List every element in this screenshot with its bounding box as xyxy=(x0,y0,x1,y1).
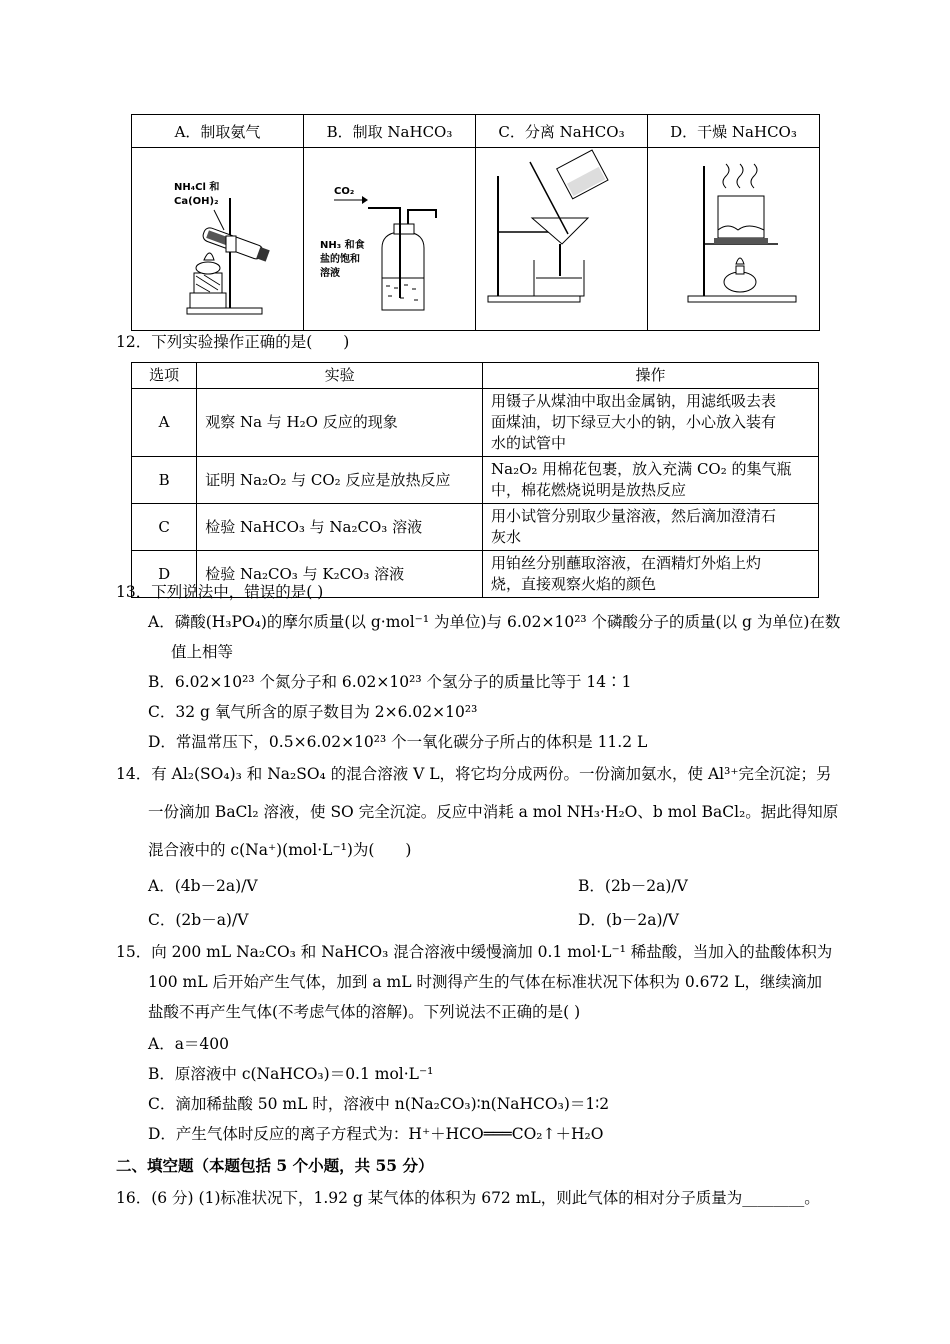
ops-header-option: 选项 xyxy=(132,363,197,389)
apparatus-header-a: A．制取氨气 xyxy=(132,115,304,148)
row-option: B xyxy=(132,457,197,504)
ammonia-apparatus-figure xyxy=(132,148,303,326)
row-option: D xyxy=(132,551,197,598)
row-option: A xyxy=(132,389,197,457)
gas-label: CO₂ xyxy=(334,186,355,197)
apparatus-header-b: B．制取 NaHCO₃ xyxy=(304,115,476,148)
q15-line-3: 盐酸不再产生气体(不考虑气体的溶解)。下列说法不正确的是( ) xyxy=(148,1003,581,1021)
apparatus-cell-a xyxy=(132,148,304,331)
q13-option-d: D．常温常压下，0.5×6.02×10²³ 个一氧化碳分子所占的体积是 11.2 L xyxy=(148,733,648,751)
ops-header-experiment: 实验 xyxy=(197,363,483,389)
q14-line-1: 14．有 Al₂(SO₄)₃ 和 Na₂SO₄ 的混合溶液 V L，将它均分成两份。一份滴加氨水，使 Al³⁺完全沉淀；另 xyxy=(116,765,832,783)
q13-option-a-cont: 值上相等 xyxy=(171,643,234,661)
operation-line: 灰水 xyxy=(491,528,522,546)
q16-line: 16．(6 分) (1)标准状况下，1.92 g 某气体的体积为 672 mL，则此气体的相对分子质量为________。 xyxy=(116,1189,820,1207)
drying-figure xyxy=(648,148,819,326)
operation-line: 水的试管中 xyxy=(491,434,567,452)
operation-line: 用铂丝分别蘸取溶液，在酒精灯外焰上灼 xyxy=(491,554,762,572)
q13-option-c: C．32 g 氧气所含的原子数目为 2×6.02×10²³ xyxy=(148,703,478,721)
apparatus-cell-c xyxy=(476,148,648,331)
apparatus-table xyxy=(131,114,820,331)
row-experiment: 检验 Na₂CO₃ 与 K₂CO₃ 溶液 xyxy=(197,551,483,598)
apparatus-cell-b xyxy=(304,148,476,331)
table-row xyxy=(132,389,819,457)
reagent-label-2: Ca(OH)₂ xyxy=(174,196,219,207)
q15-option-b: B．原溶液中 c(NaHCO₃)＝0.1 mol·L⁻¹ xyxy=(148,1065,434,1083)
section-heading: 二、填空题（本题包括 5 个小题，共 55 分） xyxy=(116,1156,434,1175)
q15-line-2: 100 mL 后开始产生气体，加到 a mL 时测得产生的气体在标准状况下体积为 0.672 L，继续滴加 xyxy=(148,973,822,991)
q13-option-b: B．6.02×10²³ 个氮分子和 6.02×10²³ 个氢分子的质量比等于 14∶1 xyxy=(148,673,632,691)
solution-label-3: 溶液 xyxy=(320,268,340,279)
apparatus-header-d: D．干燥 NaHCO₃ xyxy=(648,115,820,148)
apparatus-header-c: C．分离 NaHCO₃ xyxy=(476,115,648,148)
q13-option-a: A．磷酸(H₃PO₄)的摩尔质量(以 g·mol⁻¹ 为单位)与 6.02×10²³ 个磷酸分子的质量(以 g 为单位)在数 xyxy=(148,613,841,631)
solution-label-2: 盐的饱和 xyxy=(320,254,360,265)
q15-option-c: C．滴加稀盐酸 50 mL 时，溶液中 n(Na₂CO₃)∶n(NaHCO₃)＝1∶2 xyxy=(148,1095,610,1113)
row-experiment: 观察 Na 与 H₂O 反应的现象 xyxy=(197,389,483,457)
q14-line-3: 混合液中的 c(Na⁺)(mol·L⁻¹)为( ) xyxy=(148,841,412,859)
q15-option-a: A．a＝400 xyxy=(148,1035,230,1053)
operation-line: 中，棉花燃烧说明是放热反应 xyxy=(491,481,687,499)
ops-header-operation: 操作 xyxy=(483,363,819,389)
operation-line: Na₂O₂ 用棉花包裹，放入充满 CO₂ 的集气瓶 xyxy=(491,460,792,478)
row-experiment: 检验 NaHCO₃ 与 Na₂CO₃ 溶液 xyxy=(197,504,483,551)
operation-line: 烧，直接观察火焰的颜色 xyxy=(491,575,657,593)
table-row xyxy=(132,504,819,551)
filtration-figure xyxy=(476,148,647,326)
q13-stem: 13．下列说法中，错误的是( ) xyxy=(116,583,324,601)
table-row xyxy=(132,457,819,504)
row-experiment: 证明 Na₂O₂ 与 CO₂ 反应是放热反应 xyxy=(197,457,483,504)
operation-line: 用小试管分别取少量溶液，然后滴加澄清石 xyxy=(491,507,777,525)
q15-line-1: 15．向 200 mL Na₂CO₃ 和 NaHCO₃ 混合溶液中缓慢滴加 0.1 mol·L⁻¹ 稀盐酸，当加入的盐酸体积为 xyxy=(116,943,833,961)
q14-line-2: 一份滴加 BaCl₂ 溶液，使 SO 完全沉淀。反应中消耗 a mol NH₃·H₂O、b mol BaCl₂。据此得知原 xyxy=(148,803,839,821)
row-operation xyxy=(483,551,819,598)
apparatus-cell-d xyxy=(648,148,820,331)
q12-stem: 12．下列实验操作正确的是( ) xyxy=(116,333,350,351)
row-option: C xyxy=(132,504,197,551)
q14-option-a: A．(4b－2a)/V xyxy=(148,877,258,895)
operations-table xyxy=(131,362,819,598)
row-operation xyxy=(483,389,819,457)
operation-line: 用镊子从煤油中取出金属钠，用滤纸吸去表 xyxy=(491,392,777,410)
operation-line: 面煤油，切下绿豆大小的钠，小心放入装有 xyxy=(491,413,777,431)
q14-option-d: D．(b－2a)/V xyxy=(578,911,679,929)
q14-option-c: C．(2b－a)/V xyxy=(148,911,249,929)
q14-option-b: B．(2b－2a)/V xyxy=(578,877,688,895)
row-operation xyxy=(483,457,819,504)
nahco3-preparation-figure xyxy=(304,148,475,326)
reagent-label-1: NH₄Cl 和 xyxy=(174,182,220,193)
row-operation xyxy=(483,504,819,551)
q15-option-d: D．产生气体时反应的离子方程式为：H⁺＋HCO═══CO₂↑＋H₂O xyxy=(148,1125,604,1143)
solution-label-1: NH₃ 和食 xyxy=(320,240,365,251)
